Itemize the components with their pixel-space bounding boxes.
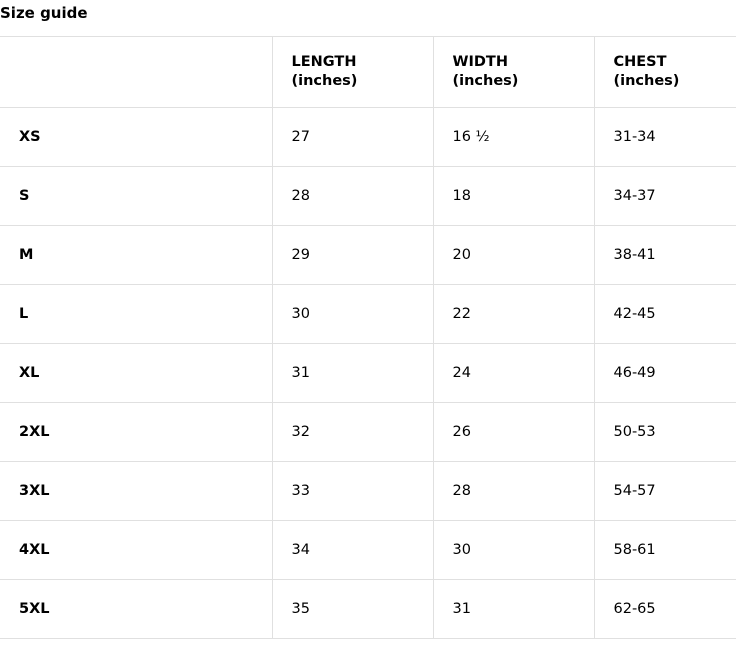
row-label-5xl: 5XL bbox=[0, 580, 272, 639]
cell-width: 28 bbox=[433, 462, 594, 521]
column-header-chest-name: CHEST bbox=[613, 54, 667, 71]
cell-width: 20 bbox=[433, 226, 594, 285]
cell-width: 22 bbox=[433, 285, 594, 344]
table-row bbox=[0, 403, 736, 462]
cell-chest: 54-57 bbox=[594, 462, 736, 521]
row-label-l: L bbox=[0, 285, 272, 344]
cell-length: 27 bbox=[272, 108, 433, 167]
cell-length: 34 bbox=[272, 521, 433, 580]
page-title: Size guide bbox=[0, 4, 88, 22]
cell-width: 31 bbox=[433, 580, 594, 639]
cell-chest: 34-37 bbox=[594, 167, 736, 226]
cell-width: 24 bbox=[433, 344, 594, 403]
column-header-length-name: LENGTH bbox=[291, 54, 357, 71]
cell-length: 33 bbox=[272, 462, 433, 521]
table-header bbox=[0, 37, 736, 108]
cell-length: 35 bbox=[272, 580, 433, 639]
table-row bbox=[0, 108, 736, 167]
row-label-xl: XL bbox=[0, 344, 272, 403]
table-header-row bbox=[0, 37, 736, 108]
cell-chest: 62-65 bbox=[594, 580, 736, 639]
cell-length: 31 bbox=[272, 344, 433, 403]
row-label-3xl: 3XL bbox=[0, 462, 272, 521]
column-header-length-unit: (inches) bbox=[291, 73, 358, 89]
cell-chest: 58-61 bbox=[594, 521, 736, 580]
table-row bbox=[0, 580, 736, 639]
cell-length: 29 bbox=[272, 226, 433, 285]
cell-chest: 42-45 bbox=[594, 285, 736, 344]
cell-length: 32 bbox=[272, 403, 433, 462]
table-row bbox=[0, 344, 736, 403]
row-label-2xl: 2XL bbox=[0, 403, 272, 462]
column-header-width-unit: (inches) bbox=[452, 73, 519, 89]
table-row bbox=[0, 285, 736, 344]
table-row bbox=[0, 462, 736, 521]
row-label-4xl: 4XL bbox=[0, 521, 272, 580]
cell-width: 30 bbox=[433, 521, 594, 580]
row-label-m: M bbox=[0, 226, 272, 285]
table-body bbox=[0, 108, 736, 639]
column-header-chest-unit: (inches) bbox=[613, 73, 680, 89]
row-label-xs: XS bbox=[0, 108, 272, 167]
cell-width: 18 bbox=[433, 167, 594, 226]
column-header-size bbox=[0, 37, 272, 108]
cell-width: 16 ½ bbox=[433, 108, 594, 167]
cell-chest: 38-41 bbox=[594, 226, 736, 285]
cell-chest: 46-49 bbox=[594, 344, 736, 403]
cell-width: 26 bbox=[433, 403, 594, 462]
size-guide-table bbox=[0, 36, 736, 639]
table-row bbox=[0, 521, 736, 580]
column-header-width-name: WIDTH bbox=[452, 54, 508, 71]
cell-length: 28 bbox=[272, 167, 433, 226]
row-label-s: S bbox=[0, 167, 272, 226]
column-header-length bbox=[272, 37, 433, 108]
cell-chest: 31-34 bbox=[594, 108, 736, 167]
cell-chest: 50-53 bbox=[594, 403, 736, 462]
table-row bbox=[0, 167, 736, 226]
cell-length: 30 bbox=[272, 285, 433, 344]
column-header-width bbox=[433, 37, 594, 108]
column-header-chest bbox=[594, 37, 736, 108]
table-row bbox=[0, 226, 736, 285]
